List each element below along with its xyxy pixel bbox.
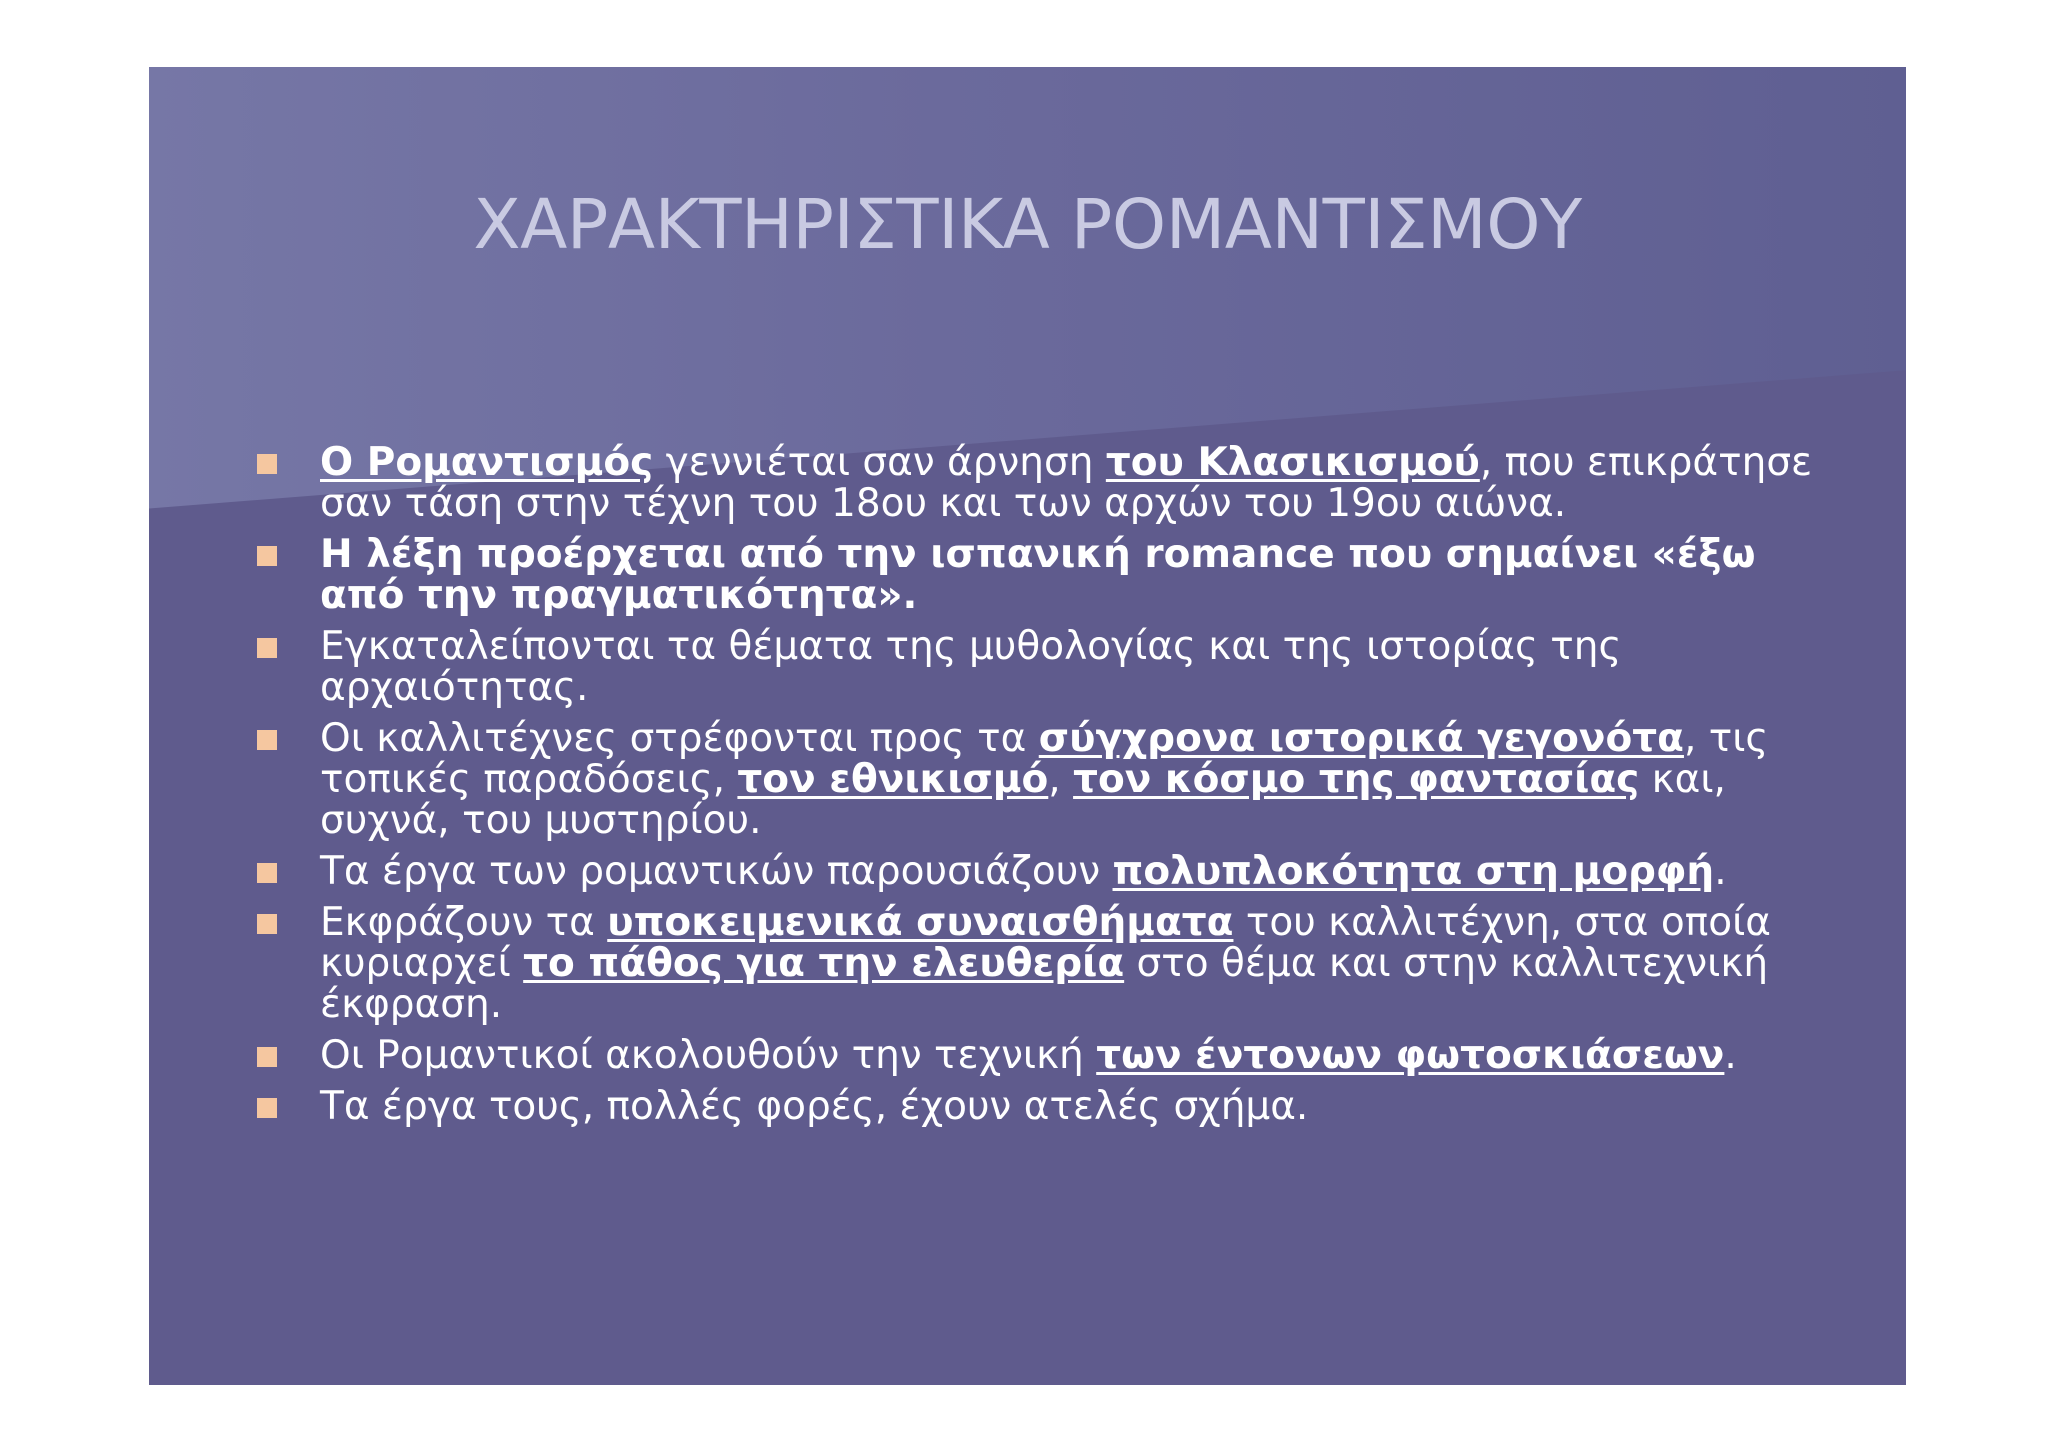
bullet-text: . bbox=[1714, 849, 1727, 894]
underlined-term: Ο Ρομαντισμός bbox=[320, 440, 654, 485]
bullet-item-7 bbox=[149, 1035, 1906, 1076]
bullet-text: Εγκαταλείπονται τα θέματα της μυθολογίας και της ιστορίας της αρχαιότητας. bbox=[320, 624, 1622, 710]
bullet-square-icon bbox=[257, 1047, 277, 1067]
bullet-text: Οι καλλιτέχνες στρέφονται προς τα bbox=[320, 716, 1039, 761]
underlined-term: τον κόσμο της φαντασίας bbox=[1073, 757, 1640, 802]
underlined-term: πολυπλοκότητα στη μορφή bbox=[1112, 849, 1715, 894]
bullet-text: , τις τοπικές παραδόσεις, bbox=[320, 716, 1769, 802]
bullet-text: του καλλιτέχνη, στα οποία κυριαρχεί bbox=[320, 900, 1771, 986]
bullet-item-5 bbox=[149, 851, 1906, 892]
bullet-item-8 bbox=[149, 1086, 1906, 1127]
bullet-item-4 bbox=[149, 718, 1906, 841]
underlined-term: το πάθος για την ελευθερία bbox=[523, 941, 1125, 986]
bullet-text: Τα έργα τους, πολλές φορές, έχουν ατελές σχήμα. bbox=[320, 1084, 1309, 1129]
bullet-text: , bbox=[1048, 757, 1074, 802]
underlined-term: σύγχρονα ιστορικά γεγονότα bbox=[1038, 716, 1684, 761]
bullet-text: , που επικράτησε σαν τάση στην τέχνη του 18ου και των αρχών του 19ου αιώνα. bbox=[320, 440, 1813, 526]
underlined-term: τον εθνικισμό bbox=[737, 757, 1049, 802]
bullet-item-2 bbox=[149, 534, 1906, 616]
bullet-square-icon bbox=[257, 730, 277, 750]
bullet-list bbox=[149, 442, 1906, 1137]
slide-title: ΧΑΡΑΚΤΗΡΙΣΤΙΚΑ ΡΟΜΑΝΤΙΣΜΟΥ bbox=[473, 185, 1582, 265]
bullet-text: Εκφράζουν τα bbox=[320, 900, 608, 945]
bullet-square-icon bbox=[257, 454, 277, 474]
bullet-text: στο θέμα και στην καλλιτεχνική έκφραση. bbox=[320, 941, 1769, 1027]
bullet-text: γεννιέται σαν άρνηση bbox=[653, 440, 1106, 485]
bullet-text: . bbox=[1724, 1033, 1737, 1078]
bullet-text: Τα έργα των ρομαντικών παρουσιάζουν bbox=[320, 849, 1113, 894]
bullet-item-3 bbox=[149, 626, 1906, 708]
underlined-term: του Κλασικισμού bbox=[1105, 440, 1480, 485]
bullet-square-icon bbox=[257, 546, 277, 566]
bullet-item-1 bbox=[149, 442, 1906, 524]
bullet-square-icon bbox=[257, 863, 277, 883]
underlined-term: υποκειμενικά συναισθήματα bbox=[607, 900, 1234, 945]
bullet-square-icon bbox=[257, 914, 277, 934]
bold-statement: Η λέξη προέρχεται από την ισπανική romance που σημαίνει «έξω από την πραγματικότητα». bbox=[320, 532, 1756, 618]
bullet-item-6 bbox=[149, 902, 1906, 1025]
slide bbox=[149, 67, 1906, 1385]
bullet-square-icon bbox=[257, 1098, 277, 1118]
underlined-term: των έντονων φωτοσκιάσεων bbox=[1096, 1033, 1725, 1078]
bullet-text: και, συχνά, του μυστηρίου. bbox=[320, 757, 1726, 843]
bullet-square-icon bbox=[257, 638, 277, 658]
bullet-text: Οι Ρομαντικοί ακολουθούν την τεχνική bbox=[320, 1033, 1097, 1078]
